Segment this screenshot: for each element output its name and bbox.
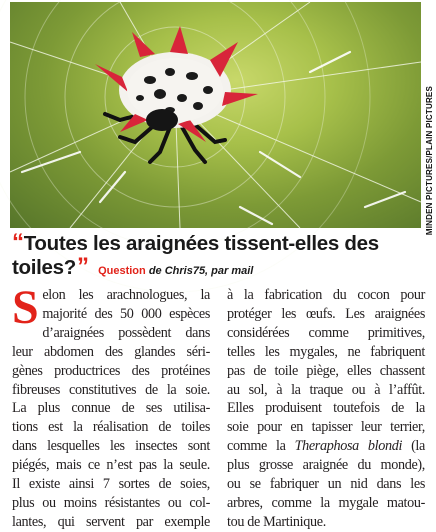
body-line: au sol, à la traque ou à l’affût.	[227, 381, 425, 398]
body-column-left	[12, 281, 210, 532]
body-line: fibreuses constitutives de la soie.	[12, 381, 210, 398]
question-credit	[98, 265, 253, 277]
body-text: (la	[411, 438, 425, 455]
body-line: protéger les œufs. Les araignées	[227, 305, 425, 322]
body-line: plus grosse araignée du monde),	[227, 457, 425, 474]
species-name: Theraphosa blondi	[294, 438, 403, 455]
body-line: considérées comme primitives,	[227, 324, 425, 341]
body-line: tions est la réalisation de toiles	[12, 419, 210, 436]
photo-credit: MINDEN PICTURES/PLAIN PICTURES	[425, 86, 434, 236]
body-line: piégés, mais ce n’est pas la seule.	[12, 457, 210, 474]
body-text: comme la	[227, 438, 286, 455]
body-line: lantes, qui servent par exemple	[12, 513, 210, 530]
body-line: d’araignées possèdent dans	[42, 324, 210, 341]
body-line: pas de toile piège, elles chassent	[227, 362, 425, 379]
body-line: La plus connue de ses utilisa-	[12, 400, 210, 417]
body-line: Il existe ainsi 7 sortes de soies,	[12, 476, 210, 493]
body-line: arbres, comme la mygale matou-	[227, 494, 425, 511]
body-line: telles les mygales, ne fabriquent	[227, 343, 425, 360]
body-line: majorité des 50 000 espèces	[42, 305, 210, 322]
body-line-mixed	[227, 437, 425, 456]
question-author: de Chris75, par mail	[148, 265, 254, 277]
spider-illustration	[10, 2, 421, 228]
body-line: leur abdomen des glandes séri-	[12, 343, 210, 360]
open-quote: “	[12, 229, 24, 256]
body-line: ou se fabriquer un nid dans les	[227, 476, 425, 493]
body-line: gènes productrices des protéines	[12, 362, 210, 379]
question-label: Question	[98, 265, 146, 277]
headline	[12, 231, 422, 283]
body-line: plus ou moins résistantes ou col-	[12, 494, 210, 511]
body-line: elon les arachnologues, la	[42, 287, 210, 303]
body-line: soie pour en tapisser leur terrier,	[227, 419, 425, 436]
close-quote: ”	[76, 253, 89, 280]
body-line: dans lesquelles les insectes sont	[12, 438, 210, 455]
headline-text: Toutes les araignées tissent-elles des toiles?	[12, 232, 379, 279]
body-line: Elles produisent toutefois de la	[227, 400, 425, 417]
drop-cap: S	[12, 281, 39, 334]
body-line: à la fabrication du cocon pour	[227, 287, 425, 303]
spider-photo	[10, 2, 434, 236]
body-column-right	[227, 286, 425, 532]
body-line: tou de Martinique.	[227, 513, 326, 530]
